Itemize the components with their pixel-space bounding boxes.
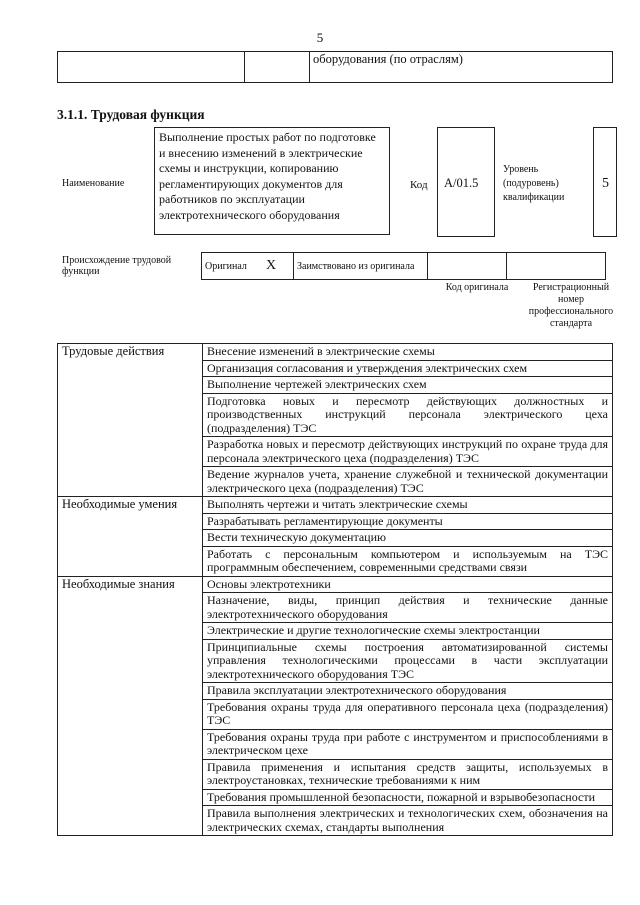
- name-label: Наименование: [62, 178, 125, 189]
- table-row: [58, 52, 613, 83]
- labor-function-table: [57, 343, 613, 836]
- origin-table: [201, 252, 606, 280]
- requirement-cell: Работать с персональным компьютером и используемым на ТЭС программным обеспечением, современными средствами связи: [203, 546, 613, 576]
- requirement-cell: Требования охраны труда для оперативного персонала цеха (подразделения) ТЭС: [203, 699, 613, 729]
- section-title: 3.1.1. Трудовая функция: [57, 107, 205, 122]
- origin-label: Происхождение трудовой функции: [62, 255, 172, 277]
- requirement-cell: Требования охраны труда при работе с инструментом и приспособлениями в электрическом цехе: [203, 729, 613, 759]
- table-row: [58, 576, 613, 593]
- page-number: 5: [316, 30, 324, 45]
- function-name-box: Выполнение простых работ по подготовке и внесению изменений в электрические схемы и инструкции, копированию регламентирующих документов для работников по эксплуатации электротехнического оборудования: [154, 127, 390, 235]
- original-mark: X: [263, 253, 294, 280]
- requirement-cell: Разрабатывать регламентирующие документы: [203, 513, 613, 530]
- borrowed-cell: Заимствовано из оригинала: [294, 253, 428, 280]
- requirement-cell: Правила применения и испытания средств защиты, используемых в электроустановках, технические требованиями к ним: [203, 759, 613, 789]
- table-cell: оборудования (по отраслям): [310, 52, 613, 83]
- category-cell: Необходимые умения: [58, 497, 203, 577]
- table-cell: [245, 52, 310, 83]
- requirement-cell: Принципиальные схемы построения автоматизированной системы управления технологическими процессами в части эксплуатации электротехнического оборудования ТЭС: [203, 639, 613, 683]
- reg-number-cell: [507, 253, 606, 280]
- requirement-cell: Электрические и другие технологические схемы электростанции: [203, 623, 613, 640]
- category-cell: Необходимые знания: [58, 576, 203, 836]
- category-cell: Трудовые действия: [58, 344, 203, 497]
- requirement-cell: Ведение журналов учета, хранение служебной и технической документации электрического цеха (подразделения) ТЭС: [203, 467, 613, 497]
- level-label: Уровень (подуровень) квалификации: [503, 164, 565, 203]
- requirement-cell: Организация согласования и утверждения электрических схем: [203, 360, 613, 377]
- table-row: [202, 253, 606, 280]
- requirement-cell: Вести техническую документацию: [203, 530, 613, 547]
- table-cell: [58, 52, 245, 83]
- original-cell: Оригинал: [202, 253, 264, 280]
- requirement-cell: Выполнение чертежей электрических схем: [203, 377, 613, 394]
- requirement-cell: Требования промышленной безопасности, пожарной и взрывобезопасности: [203, 789, 613, 806]
- requirement-cell: Правила эксплуатации электротехнического оборудования: [203, 683, 613, 700]
- code-value-box: A/01.5: [437, 127, 495, 237]
- table-row: [58, 344, 613, 361]
- continuation-table: [57, 51, 613, 83]
- requirement-cell: Правила выполнения электрических и технологических схем, обозначения на электрических схемах, стандарты выполнения: [203, 806, 613, 836]
- level-value-box: 5: [593, 127, 617, 237]
- requirement-cell: Основы электротехники: [203, 576, 613, 593]
- requirement-cell: Разработка новых и пересмотр действующих инструкций по охране труда для персонала электрического цеха (подразделения) ТЭС: [203, 437, 613, 467]
- requirement-cell: Внесение изменений в электрические схемы: [203, 344, 613, 361]
- requirement-cell: Выполнять чертежи и читать электрические схемы: [203, 497, 613, 514]
- requirement-cell: Назначение, виды, принцип действия и технические данные электротехнического оборудования: [203, 593, 613, 623]
- table-row: [58, 497, 613, 514]
- code-original-caption: Код оригинала: [445, 282, 509, 293]
- reg-number-caption: Регистрационный номер профессионального стандарта: [528, 282, 614, 329]
- code-original-cell: [428, 253, 507, 280]
- requirement-cell: Подготовка новых и пересмотр действующих должностных и производственных инструкций персонала электрического цеха (подразделения) ТЭС: [203, 393, 613, 437]
- code-label: Код: [410, 179, 428, 191]
